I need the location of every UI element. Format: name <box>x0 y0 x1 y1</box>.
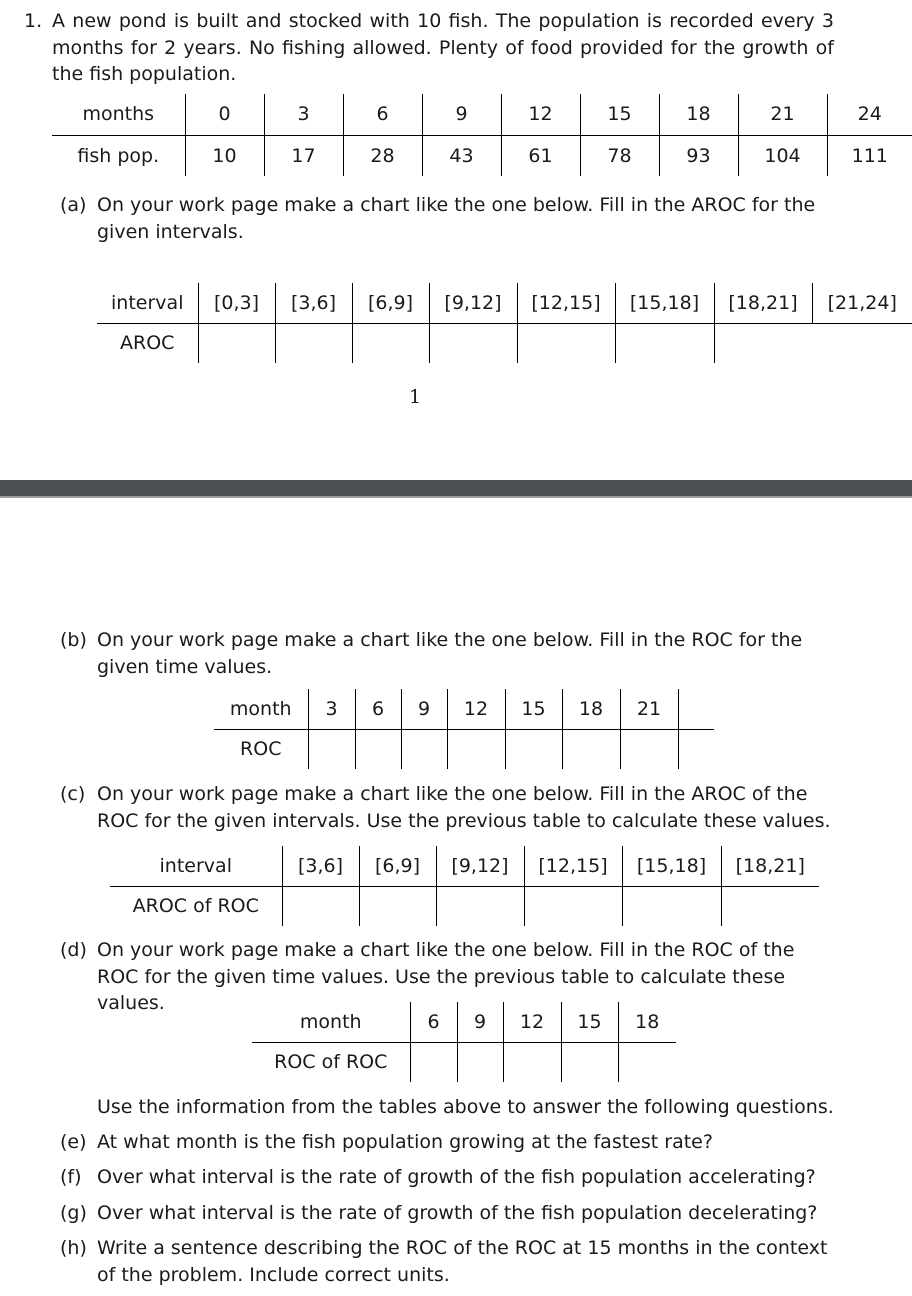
roc-of-roc-table <box>252 1002 676 1082</box>
interval-cell: [6,9] <box>352 283 429 323</box>
fish-data-table <box>52 94 912 176</box>
interval-cell: [12,15] <box>524 846 622 886</box>
problem-number: 1. <box>24 10 43 32</box>
interval-cell: [18,21] <box>721 846 819 886</box>
month-cell: 15 <box>505 689 562 729</box>
question-e-text: At what month is the fish population growing at the fastest rate? <box>97 1131 713 1153</box>
empty-cell <box>678 729 714 769</box>
roc-of-roc-answer-cell[interactable] <box>457 1042 503 1082</box>
roc-of-roc-answer-cell[interactable] <box>410 1042 457 1082</box>
aroc-of-roc-answer-cell[interactable] <box>436 886 524 926</box>
question-e-label: (e) <box>60 1131 87 1153</box>
fish-pop-cell: 10 <box>185 135 264 176</box>
row-label-interval: interval <box>97 283 198 323</box>
row-label-aroc-of-roc: AROC of ROC <box>132 895 259 918</box>
interval-cell: [15,18] <box>615 283 714 323</box>
aroc-of-roc-answer-cell[interactable] <box>622 886 721 926</box>
aroc-answer-cell[interactable] <box>812 323 912 363</box>
row-label-month: month <box>252 1002 410 1042</box>
aroc-answer-cell[interactable] <box>615 323 714 363</box>
aroc-answer-cell[interactable] <box>517 323 615 363</box>
month-cell: 12 <box>503 1002 561 1042</box>
part-d-text: On your work page make a chart like the one below. Fill in the ROC of the ROC for the given time values. Use the previous table to calculate these values. <box>97 939 795 1014</box>
question-g-label: (g) <box>60 1202 87 1224</box>
month-cell: 18 <box>562 689 620 729</box>
aroc-table <box>97 283 912 363</box>
row-label-fish-pop: fish pop. <box>77 144 160 167</box>
month-cell: 18 <box>618 1002 676 1042</box>
fish-pop-cell: 93 <box>659 135 738 176</box>
question-h-label: (h) <box>60 1237 87 1259</box>
roc-answer-cell[interactable] <box>355 729 401 769</box>
roc-table <box>214 689 714 769</box>
part-d-label: (d) <box>60 939 87 961</box>
month-cell: 12 <box>501 94 580 135</box>
row-label-roc-of-roc: ROC of ROC <box>274 1051 388 1074</box>
month-cell: 15 <box>580 94 659 135</box>
month-cell: 15 <box>561 1002 618 1042</box>
interval-cell: [9,12] <box>429 283 517 323</box>
roc-answer-cell[interactable] <box>308 729 355 769</box>
fish-pop-cell: 17 <box>264 135 343 176</box>
fish-pop-cell: 61 <box>501 135 580 176</box>
roc-answer-cell[interactable] <box>401 729 447 769</box>
roc-answer-cell[interactable] <box>505 729 562 769</box>
part-c-label: (c) <box>60 783 86 805</box>
aroc-answer-cell[interactable] <box>429 323 517 363</box>
roc-of-roc-answer-cell[interactable] <box>503 1042 561 1082</box>
month-cell: 24 <box>827 94 912 135</box>
month-cell: 6 <box>343 94 422 135</box>
interval-cell: [3,6] <box>275 283 352 323</box>
page-separator-shadow <box>0 496 912 498</box>
fish-pop-cell: 43 <box>422 135 501 176</box>
roc-of-roc-answer-cell[interactable] <box>618 1042 676 1082</box>
aroc-of-roc-answer-cell[interactable] <box>359 886 436 926</box>
row-label-aroc: AROC <box>120 332 175 355</box>
row-label-roc: ROC <box>240 738 282 761</box>
roc-of-roc-answer-cell[interactable] <box>561 1042 618 1082</box>
aroc-answer-cell[interactable] <box>275 323 352 363</box>
aroc-of-roc-answer-cell[interactable] <box>721 886 819 926</box>
month-cell: 18 <box>659 94 738 135</box>
row-label-interval: interval <box>110 846 282 886</box>
aroc-answer-cell[interactable] <box>352 323 429 363</box>
question-f-label: (f) <box>60 1166 82 1188</box>
part-b-text: On your work page make a chart like the one below. Fill in the ROC for the given time values. <box>97 629 803 678</box>
interval-cell: [18,21] <box>714 283 812 323</box>
page-number: 1 <box>409 386 422 408</box>
roc-answer-cell[interactable] <box>620 729 678 769</box>
month-cell: 12 <box>447 689 505 729</box>
fish-pop-cell: 78 <box>580 135 659 176</box>
fish-pop-cell: 28 <box>343 135 422 176</box>
month-cell: 9 <box>401 689 447 729</box>
aroc-answer-cell[interactable] <box>714 323 812 363</box>
month-cell: 6 <box>410 1002 457 1042</box>
interval-cell: [15,18] <box>622 846 721 886</box>
interval-cell: [6,9] <box>359 846 436 886</box>
part-a-text: On your work page make a chart like the one below. Fill in the AROC for the given intervals. <box>97 194 816 243</box>
problem-intro: A new pond is built and stocked with 10 fish. The population is recorded every 3 months for 2 years. No fishing allowed. Plenty of food provided for the growth of the fish population. <box>52 10 834 85</box>
month-cell: 21 <box>738 94 827 135</box>
interval-cell: [12,15] <box>517 283 615 323</box>
aroc-answer-cell[interactable] <box>198 323 275 363</box>
question-g-text: Over what interval is the rate of growth of the fish population decelerating? <box>97 1202 818 1224</box>
part-c-text: On your work page make a chart like the one below. Fill in the AROC of the ROC for the given intervals. Use the previous table to calculate these values. <box>97 783 831 832</box>
month-cell: 0 <box>185 94 264 135</box>
aroc-of-roc-answer-cell[interactable] <box>282 886 359 926</box>
roc-answer-cell[interactable] <box>447 729 505 769</box>
question-h-text: Write a sentence describing the ROC of the ROC at 15 months in the context of the problem. Include correct units. <box>97 1237 828 1286</box>
interval-cell: [0,3] <box>198 283 275 323</box>
roc-answer-cell[interactable] <box>562 729 620 769</box>
month-cell: 3 <box>308 689 355 729</box>
aroc-of-roc-table <box>110 846 819 926</box>
question-f-text: Over what interval is the rate of growth of the fish population accelerating? <box>97 1166 816 1188</box>
part-b-label: (b) <box>60 629 87 651</box>
part-a-label: (a) <box>60 194 87 216</box>
interval-cell: [21,24] <box>812 283 912 323</box>
page-separator <box>0 480 912 496</box>
fish-pop-cell: 104 <box>738 135 827 176</box>
month-cell: 9 <box>457 1002 503 1042</box>
fish-pop-cell: 111 <box>827 135 912 176</box>
interval-cell: [9,12] <box>436 846 524 886</box>
instructions-text: Use the information from the tables above to answer the following questions. <box>97 1096 834 1118</box>
interval-cell: [3,6] <box>282 846 359 886</box>
month-cell: 21 <box>620 689 678 729</box>
month-cell: 3 <box>264 94 343 135</box>
aroc-of-roc-answer-cell[interactable] <box>524 886 622 926</box>
empty-cell <box>678 689 714 729</box>
row-label-month: month <box>214 689 308 729</box>
month-cell: 9 <box>422 94 501 135</box>
month-cell: 6 <box>355 689 401 729</box>
row-label-months: months <box>52 94 185 135</box>
